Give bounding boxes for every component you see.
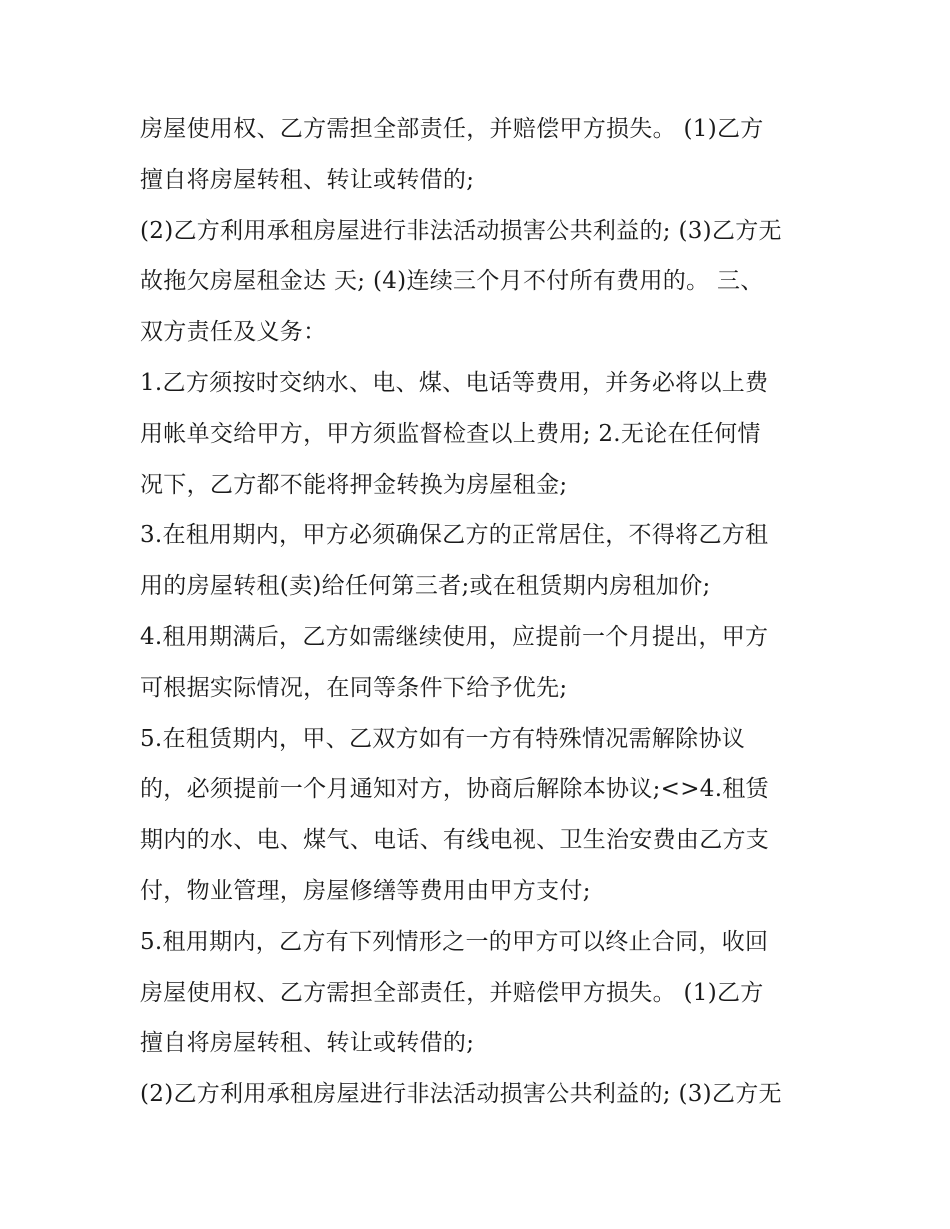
text-line: 用帐单交给甲方，甲方须监督检查以上费用; 2.无论在任何情 [140,420,761,447]
text-line: 擅自将房屋转租、转让或转借的; [140,1030,475,1057]
text-line: 双方责任及义务： [140,319,327,346]
text-line: 擅自将房屋转租、转让或转借的; [140,166,475,193]
text-line: (2)乙方利用承租房屋进行非法活动损害公共利益的; (3)乙方无 [140,1081,782,1108]
text-line: 的，必须提前一个月通知对方，协商后解除本协议;<>4.租赁 [140,776,769,803]
text-line: 1.乙方须按时交纳水、电、煤、电话等费用，并务必将以上费 [140,369,769,396]
text-line: (2)乙方利用承租房屋进行非法活动损害公共利益的; (3)乙方无 [140,217,782,244]
text-line: 况下，乙方都不能将押金转换为房屋租金; [140,471,568,498]
text-line: 用的房屋转租(卖)给任何第三者;或在租赁期内房租加价; [140,573,711,600]
text-line: 房屋使用权、乙方需担全部责任，并赔偿甲方损失。 (1)乙方 [140,116,764,142]
text-line: 期内的水、电、煤气、电话、有线电视、卫生治安费由乙方支 [140,827,770,854]
text-line: 3.在租用期内，甲方必须确保乙方的正常居住，不得将乙方租 [140,522,769,549]
text-line: 5.在租赁期内，甲、乙双方如有一方有特殊情况需解除协议 [140,725,746,752]
text-line: 可根据实际情况，在同等条件下给予优先; [140,674,568,701]
text-line: 故拖欠房屋租金达 天; (4)连续三个月不付所有费用的。 三、 [140,268,764,295]
text-line: 4.租用期满后，乙方如需继续使用，应提前一个月提出，甲方 [140,623,769,650]
text-line: 房屋使用权、乙方需担全部责任，并赔偿甲方损失。 (1)乙方 [140,979,764,1006]
text-line: 付，物业管理，房屋修缮等费用由甲方支付; [140,877,591,904]
text-line: 5.租用期内，乙方有下列情形之一的甲方可以终止合同，收回 [140,928,769,955]
document-body [140,104,820,1120]
